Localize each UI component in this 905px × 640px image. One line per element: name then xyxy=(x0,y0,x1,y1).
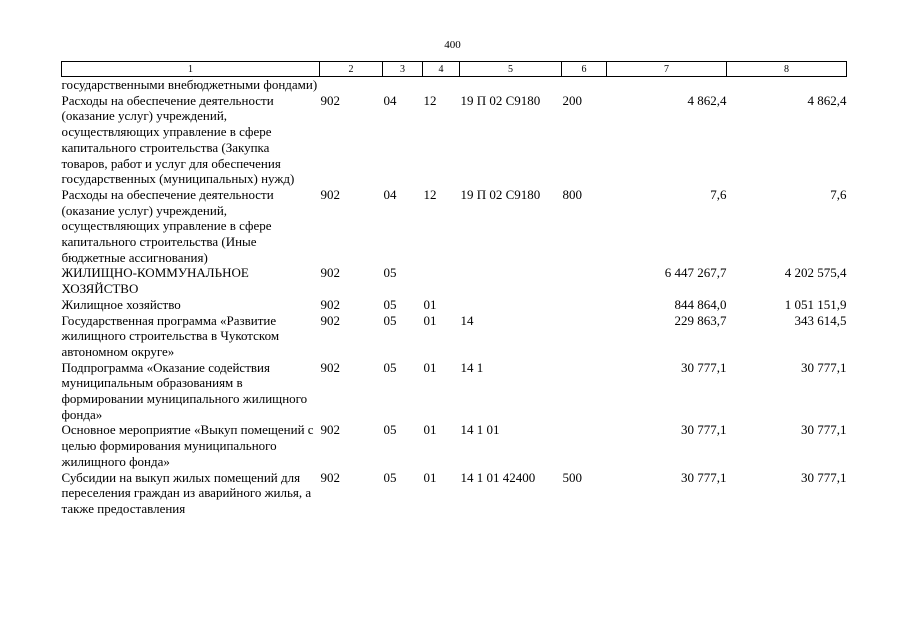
row-section-code xyxy=(383,77,423,93)
row-subsection-code: 01 xyxy=(423,469,437,485)
row-admin-code: 902 xyxy=(320,422,340,438)
table-row xyxy=(62,470,847,517)
row-amount-col7: 7,6 xyxy=(710,186,727,202)
row-amount-col8: 1 051 151,9 xyxy=(784,296,847,312)
row-name: Расходы на обеспечение деятельности (оказание услуг) учреждений, осуществляющих управление в сфере капитального строительства (Закупка товаров, работ и услуг для обеспечения государственных (муниципальных) нужд) xyxy=(61,92,295,187)
row-section-code: 05 xyxy=(383,312,397,328)
row-amount-col7: 30 777,1 xyxy=(681,422,727,438)
row-name: Субсидии на выкуп жилых помещений для переселения граждан из аварийного жилья, а также предоставления xyxy=(61,469,312,516)
row-target-article: 14 1 01 42400 xyxy=(460,469,536,485)
table-row xyxy=(62,265,847,296)
row-target-article: 14 1 01 xyxy=(460,422,500,438)
row-amount-col7: 30 777,1 xyxy=(681,359,727,375)
row-amount-col8: 30 777,1 xyxy=(801,359,847,375)
table-header xyxy=(62,62,847,77)
row-admin-code: 902 xyxy=(320,469,340,485)
header-row xyxy=(62,62,847,77)
row-name: государственными внебюджетными фондами) xyxy=(61,77,318,92)
row-subsection-code: 01 xyxy=(423,359,437,375)
row-section-code: 05 xyxy=(383,422,397,438)
row-amount-col8: 30 777,1 xyxy=(801,469,847,485)
row-expense-type xyxy=(562,313,607,360)
row-name: Государственная программа «Развитие жилищного строительства в Чукотском автономном округе» xyxy=(61,312,280,359)
column-number-3: 3 xyxy=(383,62,423,77)
row-expense-type: 800 xyxy=(562,186,582,202)
table-row xyxy=(62,313,847,360)
row-expense-type xyxy=(562,77,607,93)
row-target-article xyxy=(460,77,562,93)
row-subsection-code: 12 xyxy=(423,92,437,108)
row-name: Расходы на обеспечение деятельности (оказание услуг) учреждений, осуществляющих управление в сфере капитального строительства (Иные бюджетные ассигнования) xyxy=(61,186,274,265)
table-row xyxy=(62,422,847,469)
row-section-code: 05 xyxy=(383,469,397,485)
row-name: ЖИЛИЩНО-КОММУНАЛЬНОЕ ХОЗЯЙСТВО xyxy=(61,265,249,297)
row-expense-type xyxy=(562,265,607,296)
row-amount-col8: 4 202 575,4 xyxy=(784,265,847,281)
column-number-1: 1 xyxy=(62,62,320,77)
row-section-code: 05 xyxy=(383,359,397,375)
row-amount-col8 xyxy=(727,77,847,93)
row-expense-type: 200 xyxy=(562,92,582,108)
row-section-code: 05 xyxy=(383,265,397,281)
row-section-code: 05 xyxy=(383,296,397,312)
row-admin-code: 902 xyxy=(320,265,340,281)
row-expense-type xyxy=(562,422,607,469)
page-number: 400 xyxy=(444,39,461,51)
table-row xyxy=(62,297,847,313)
row-subsection-code: 12 xyxy=(423,186,437,202)
row-subsection-code: 01 xyxy=(423,312,437,328)
row-name: Подпрограмма «Оказание содействия муниципальным образованиям в формировании муниципального жилищного фонда» xyxy=(61,359,308,422)
row-amount-col7: 30 777,1 xyxy=(681,469,727,485)
row-expense-type: 500 xyxy=(562,469,582,485)
row-target-article: 14 1 xyxy=(460,359,484,375)
row-name: Основное мероприятие «Выкуп помещений с целью формирования муниципального жилищного фонда» xyxy=(61,422,314,469)
table-row xyxy=(62,77,847,93)
row-target-article: 19 П 02 С9180 xyxy=(460,186,541,202)
row-target-article xyxy=(460,265,562,296)
column-number-5: 5 xyxy=(460,62,562,77)
table-body xyxy=(62,77,847,517)
row-amount-col8: 343 614,5 xyxy=(794,312,847,328)
row-section-code: 04 xyxy=(383,92,397,108)
row-target-article: 19 П 02 С9180 xyxy=(460,92,541,108)
row-amount-col8: 7,6 xyxy=(830,186,847,202)
budget-table xyxy=(61,61,847,517)
column-number-7: 7 xyxy=(607,62,727,77)
row-section-code: 04 xyxy=(383,186,397,202)
row-expense-type xyxy=(562,297,607,313)
row-amount-col7: 4 862,4 xyxy=(687,92,727,108)
row-amount-col8: 30 777,1 xyxy=(801,422,847,438)
row-amount-col8: 4 862,4 xyxy=(807,92,847,108)
table-row xyxy=(62,93,847,187)
row-name: Жилищное хозяйство xyxy=(61,296,181,312)
column-number-2: 2 xyxy=(320,62,383,77)
row-subsection-code xyxy=(423,77,460,93)
row-admin-code: 902 xyxy=(320,296,340,312)
row-admin-code: 902 xyxy=(320,359,340,375)
row-amount-col7 xyxy=(607,77,727,93)
row-subsection-code: 01 xyxy=(423,422,437,438)
column-number-6: 6 xyxy=(562,62,607,77)
row-subsection-code: 01 xyxy=(423,296,437,312)
column-number-4: 4 xyxy=(423,62,460,77)
row-admin-code: 902 xyxy=(320,92,340,108)
row-admin-code: 902 xyxy=(320,312,340,328)
table-row xyxy=(62,187,847,266)
row-amount-col7: 6 447 267,7 xyxy=(664,265,727,281)
row-target-article xyxy=(460,297,562,313)
row-admin-code xyxy=(320,77,383,93)
row-expense-type xyxy=(562,360,607,423)
column-number-8: 8 xyxy=(727,62,847,77)
row-amount-col7: 844 864,0 xyxy=(674,296,727,312)
row-subsection-code xyxy=(423,265,460,296)
row-admin-code: 902 xyxy=(320,186,340,202)
row-target-article: 14 xyxy=(460,312,474,328)
row-amount-col7: 229 863,7 xyxy=(674,312,727,328)
table-row xyxy=(62,360,847,423)
